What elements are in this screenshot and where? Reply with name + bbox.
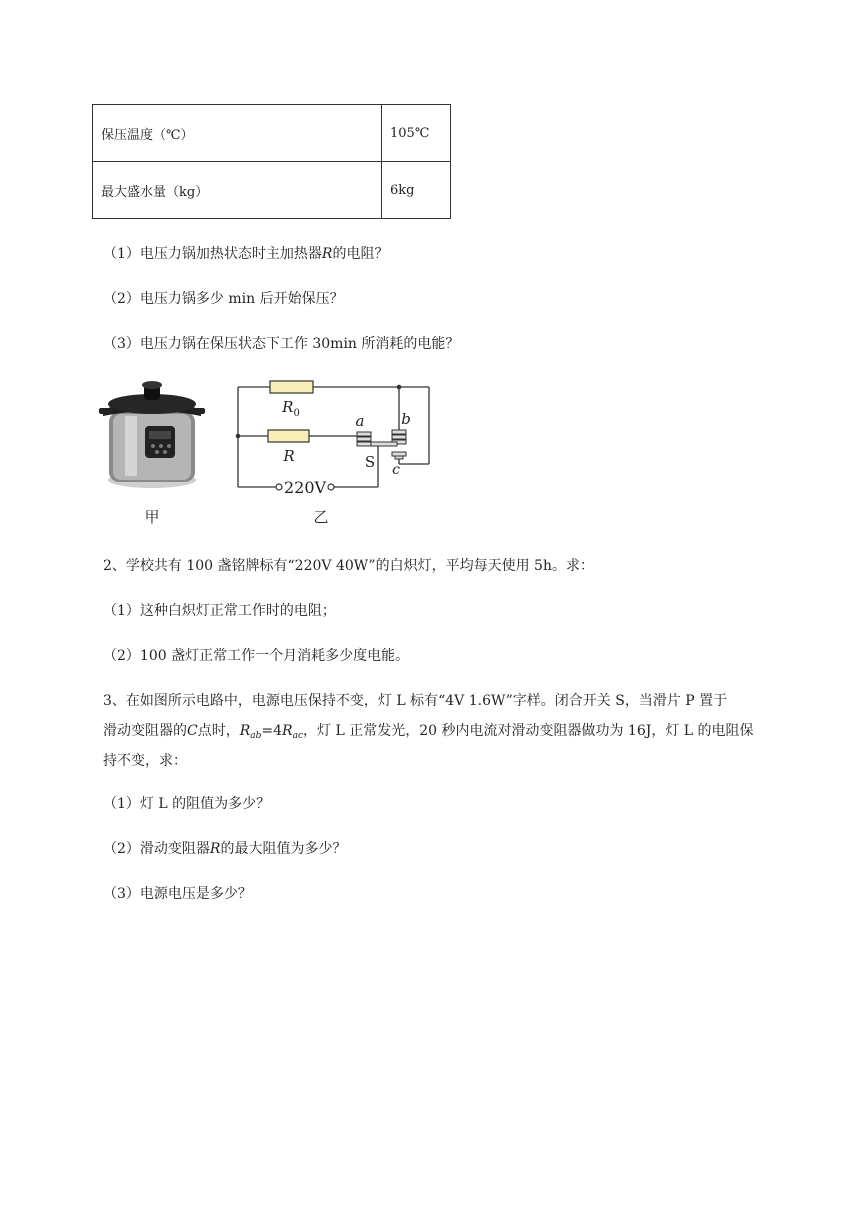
q3-sub2: （2）滑动变阻器R的最大阻值为多少？ xyxy=(103,841,347,857)
q3-sub3: （3）电源电压是多少？ xyxy=(103,886,252,902)
label-jia: 甲 xyxy=(144,508,160,526)
label-source: 220V xyxy=(283,478,327,497)
table-row xyxy=(93,162,451,219)
terminal-left xyxy=(276,484,282,490)
q2-sub1: （1）这种白炽灯正常工作时的电阻； xyxy=(103,603,336,619)
table-cell-label: 保压温度（℃） xyxy=(93,105,382,162)
q1-sub1: （1）电压力锅加热状态时主加热器R的电阻？ xyxy=(103,246,389,262)
junction-dot xyxy=(397,385,402,390)
label-yi: 乙 xyxy=(313,508,329,526)
table-cell-label: 最大盛水量（kg） xyxy=(93,162,382,219)
label-c: c xyxy=(392,462,400,478)
terminal-right xyxy=(328,484,334,490)
q3-stem-line3: 持不变，求： xyxy=(103,753,187,769)
circuit-figure xyxy=(95,376,440,528)
q1-sub2: （2）电压力锅多少 min 后开始保压？ xyxy=(103,291,344,307)
spec-table xyxy=(92,104,451,219)
q1-sub3: （3）电压力锅在保压状态下工作 30min 所消耗的电能？ xyxy=(103,336,460,352)
q2-stem: 2、学校共有 100 盏铭牌标有“220V 40W”的白炽灯，平均每天使用 5h。求： xyxy=(103,558,594,574)
label-r0: $R_0$ xyxy=(282,398,300,419)
junction-dot xyxy=(236,434,241,439)
q2-sub2: （2）100 盏灯正常工作一个月消耗多少度电能。 xyxy=(103,648,410,664)
label-a: a xyxy=(355,412,365,430)
resistor-r xyxy=(268,430,309,442)
label-r: R xyxy=(283,447,295,465)
q3-stem-line2: 滑动变阻器的C点时，$R_{ab}=4R_{ac}$，灯 L 正常发光，20 秒内电流对滑动变阻器做功为 16J，灯 L 的电阻保 xyxy=(103,723,754,741)
pressure-cooker-image xyxy=(99,381,205,488)
label-b: b xyxy=(401,410,411,428)
table-row xyxy=(93,105,451,162)
resistor-r0 xyxy=(270,381,313,393)
q3-sub1: （1）灯 L 的阻值为多少？ xyxy=(103,796,271,812)
table-cell-value: 105℃ xyxy=(382,105,451,162)
q3-stem-line1: 3、在如图所示电路中，电源电压保持不变，灯 L 标有“4V 1.6W”字样。闭合开关 S，当滑片 P 置于 xyxy=(103,693,728,709)
table-cell-value: 6kg xyxy=(382,162,451,219)
label-s: S xyxy=(364,453,376,471)
